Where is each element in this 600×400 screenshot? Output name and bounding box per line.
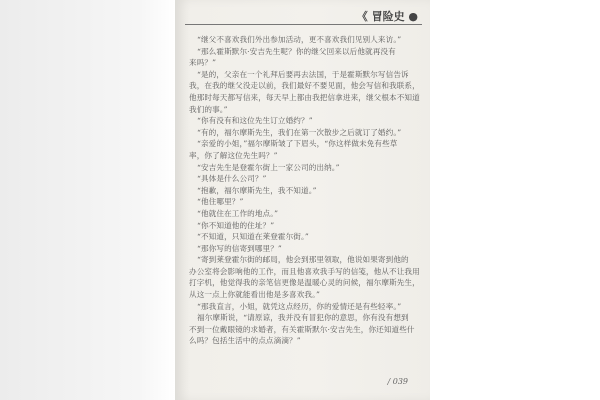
text-line: 来吗？”	[189, 58, 217, 68]
text-line: “那你写的信寄到哪里？”	[197, 243, 282, 253]
text-line: “具体是什么公司？”	[197, 174, 267, 184]
text-line: 我，在我的继父没走以前，我们最好不要见面，他会写信和我联系，	[189, 81, 420, 91]
header-rule	[185, 24, 422, 25]
text-line: “他就住在工作的地点。”	[197, 208, 279, 218]
text-line: “有的，福尔摩斯先生，我们在第一次散步之后就订了婚约。”	[197, 127, 402, 137]
text-line: “那么霍斯默尔·安吉先生呢？你的继父回来以后他就再没有	[197, 46, 396, 56]
text-line: “亲爱的小姐，”福尔摩斯皱了下眉头，“你这样做未免有些草	[197, 139, 398, 149]
text-line: “他住哪里？”	[197, 197, 244, 207]
text-line: “寄到莱登霍尔街的邮局，他会到那里领取，他说如果寄到他的	[197, 255, 409, 265]
text-line: “继父不喜欢我们外出参加活动，更不喜欢我们见别人来访。”	[197, 35, 402, 44]
text-line: “你有没有和这位先生订立婚约？”	[197, 116, 313, 126]
text-line: 不到一位戴眼镜的求婚者，有关霍斯默尔·安吉先生，你还知道些什	[189, 324, 415, 334]
text-line: 从这一点上你就能看出他是多喜欢我。”	[189, 290, 320, 300]
text-line: “不知道，只知道在莱登霍尔街。”	[197, 232, 309, 242]
text-line: 么吗？包括生活中的点点滴滴？”	[189, 336, 301, 346]
text-line: “你不知道他的住址？”	[197, 220, 275, 230]
text-line: “是的，父亲在一个礼拜后要再去法国，于是霍斯默尔写信告诉	[197, 69, 409, 79]
running-header-title: 《 冒险史 ●	[356, 10, 418, 23]
text-line: “那我直言，小姐，就凭这点经历，你的爱情还是有些轻率。”	[197, 301, 402, 311]
text-line: “抱歉，福尔摩斯先生，我不知道。”	[197, 185, 317, 195]
book-page	[175, 0, 430, 400]
page-number: / 039	[387, 377, 408, 386]
text-line: 打字机，他觉得我的亲笔信更像是温暖心灵的问候，福尔摩斯先生，	[189, 278, 420, 288]
text-line: 办公室将会影响他的工作，而且他喜欢我手写的信笺，他从不让我用	[189, 266, 420, 276]
running-header	[175, 4, 430, 26]
text-line: “安吉先生是登霍尔街上一家公司的出纳。”	[197, 162, 340, 172]
text-line: 福尔摩斯说，“请原谅，我并没有冒犯你的意思，你有没有想到	[197, 313, 409, 323]
text-line: 他那时每天都写信来，每天早上都由我把信拿进来，继父根本不知道	[189, 92, 420, 102]
text-line: 率，你了解这位先生吗？”	[189, 150, 278, 160]
text-line: 我们的事。”	[189, 104, 228, 114]
body-text	[189, 34, 421, 347]
